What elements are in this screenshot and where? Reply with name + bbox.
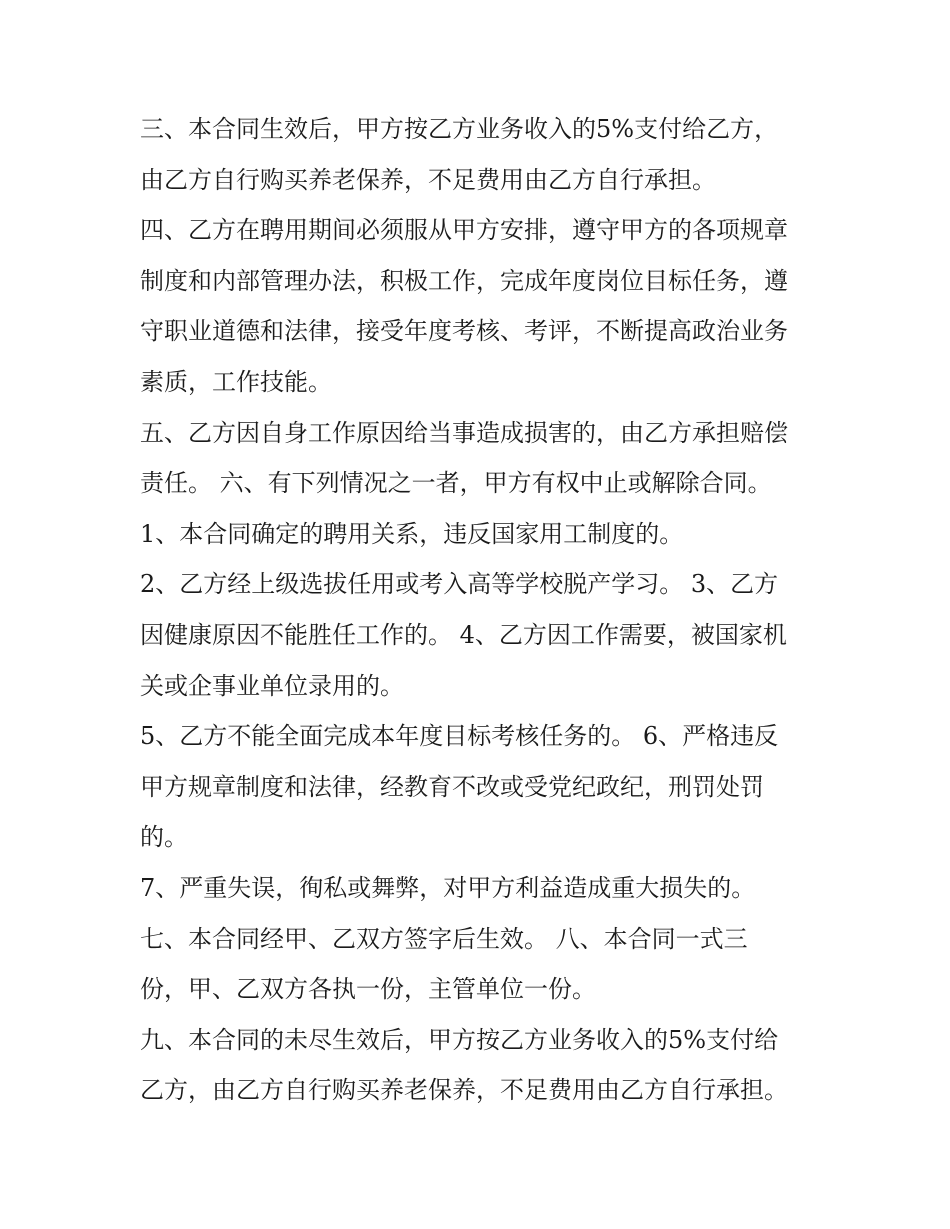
text-line: 乙方，由乙方自行购买养老保养，不足费用由乙方自行承担。 [140,1076,788,1105]
text-line: 的。 [140,823,188,852]
text-line: 守职业道德和法律，接受年度考核、考评，不断提高政治业务 [140,317,788,346]
text-line: 1、本合同确定的聘用关系，违反国家用工制度的。 [140,519,684,548]
text-line: 九、本合同的未尽生效后，甲方按乙方业务收入的5%支付给 [140,1025,779,1054]
text-line: 素质，工作技能。 [140,367,332,396]
text-line: 制度和内部管理办法，积极工作，完成年度岗位目标任务，遵 [140,266,788,295]
text-line: 由乙方自行购买养老保养，不足费用由乙方自行承担。 [140,165,716,194]
text-line: 责任。 六、有下列情况之一者，甲方有权中止或解除合同。 [140,469,772,498]
text-line: 七、本合同经甲、乙双方签字后生效。 八、本合同一式三 [140,924,748,953]
text-line: 份，甲、乙双方各执一份，主管单位一份。 [140,975,596,1004]
text-line: 五、乙方因自身工作原因给当事造成损害的，由乙方承担赔偿 [140,418,788,447]
text-line: 2、乙方经上级选拔任用或考入高等学校脱产学习。 3、乙方 [140,570,779,599]
text-line: 三、本合同生效后，甲方按乙方业务收入的5%支付给乙方， [140,115,779,143]
text-line: 关或企事业单位录用的。 [140,671,404,700]
text-line: 甲方规章制度和法律，经教育不改或受党纪政纪，刑罚处罚 [140,772,764,801]
contract-text [140,104,820,1116]
text-line: 因健康原因不能胜任工作的。 4、乙方因工作需要，被国家机 [140,620,787,649]
text-line: 5、乙方不能全面完成本年度目标考核任务的。 6、严格违反 [140,722,779,751]
text-line: 四、乙方在聘用期间必须服从甲方安排，遵守甲方的各项规章 [140,216,788,245]
text-line: 7、严重失误，徇私或舞弊，对甲方利益造成重大损失的。 [140,873,756,902]
